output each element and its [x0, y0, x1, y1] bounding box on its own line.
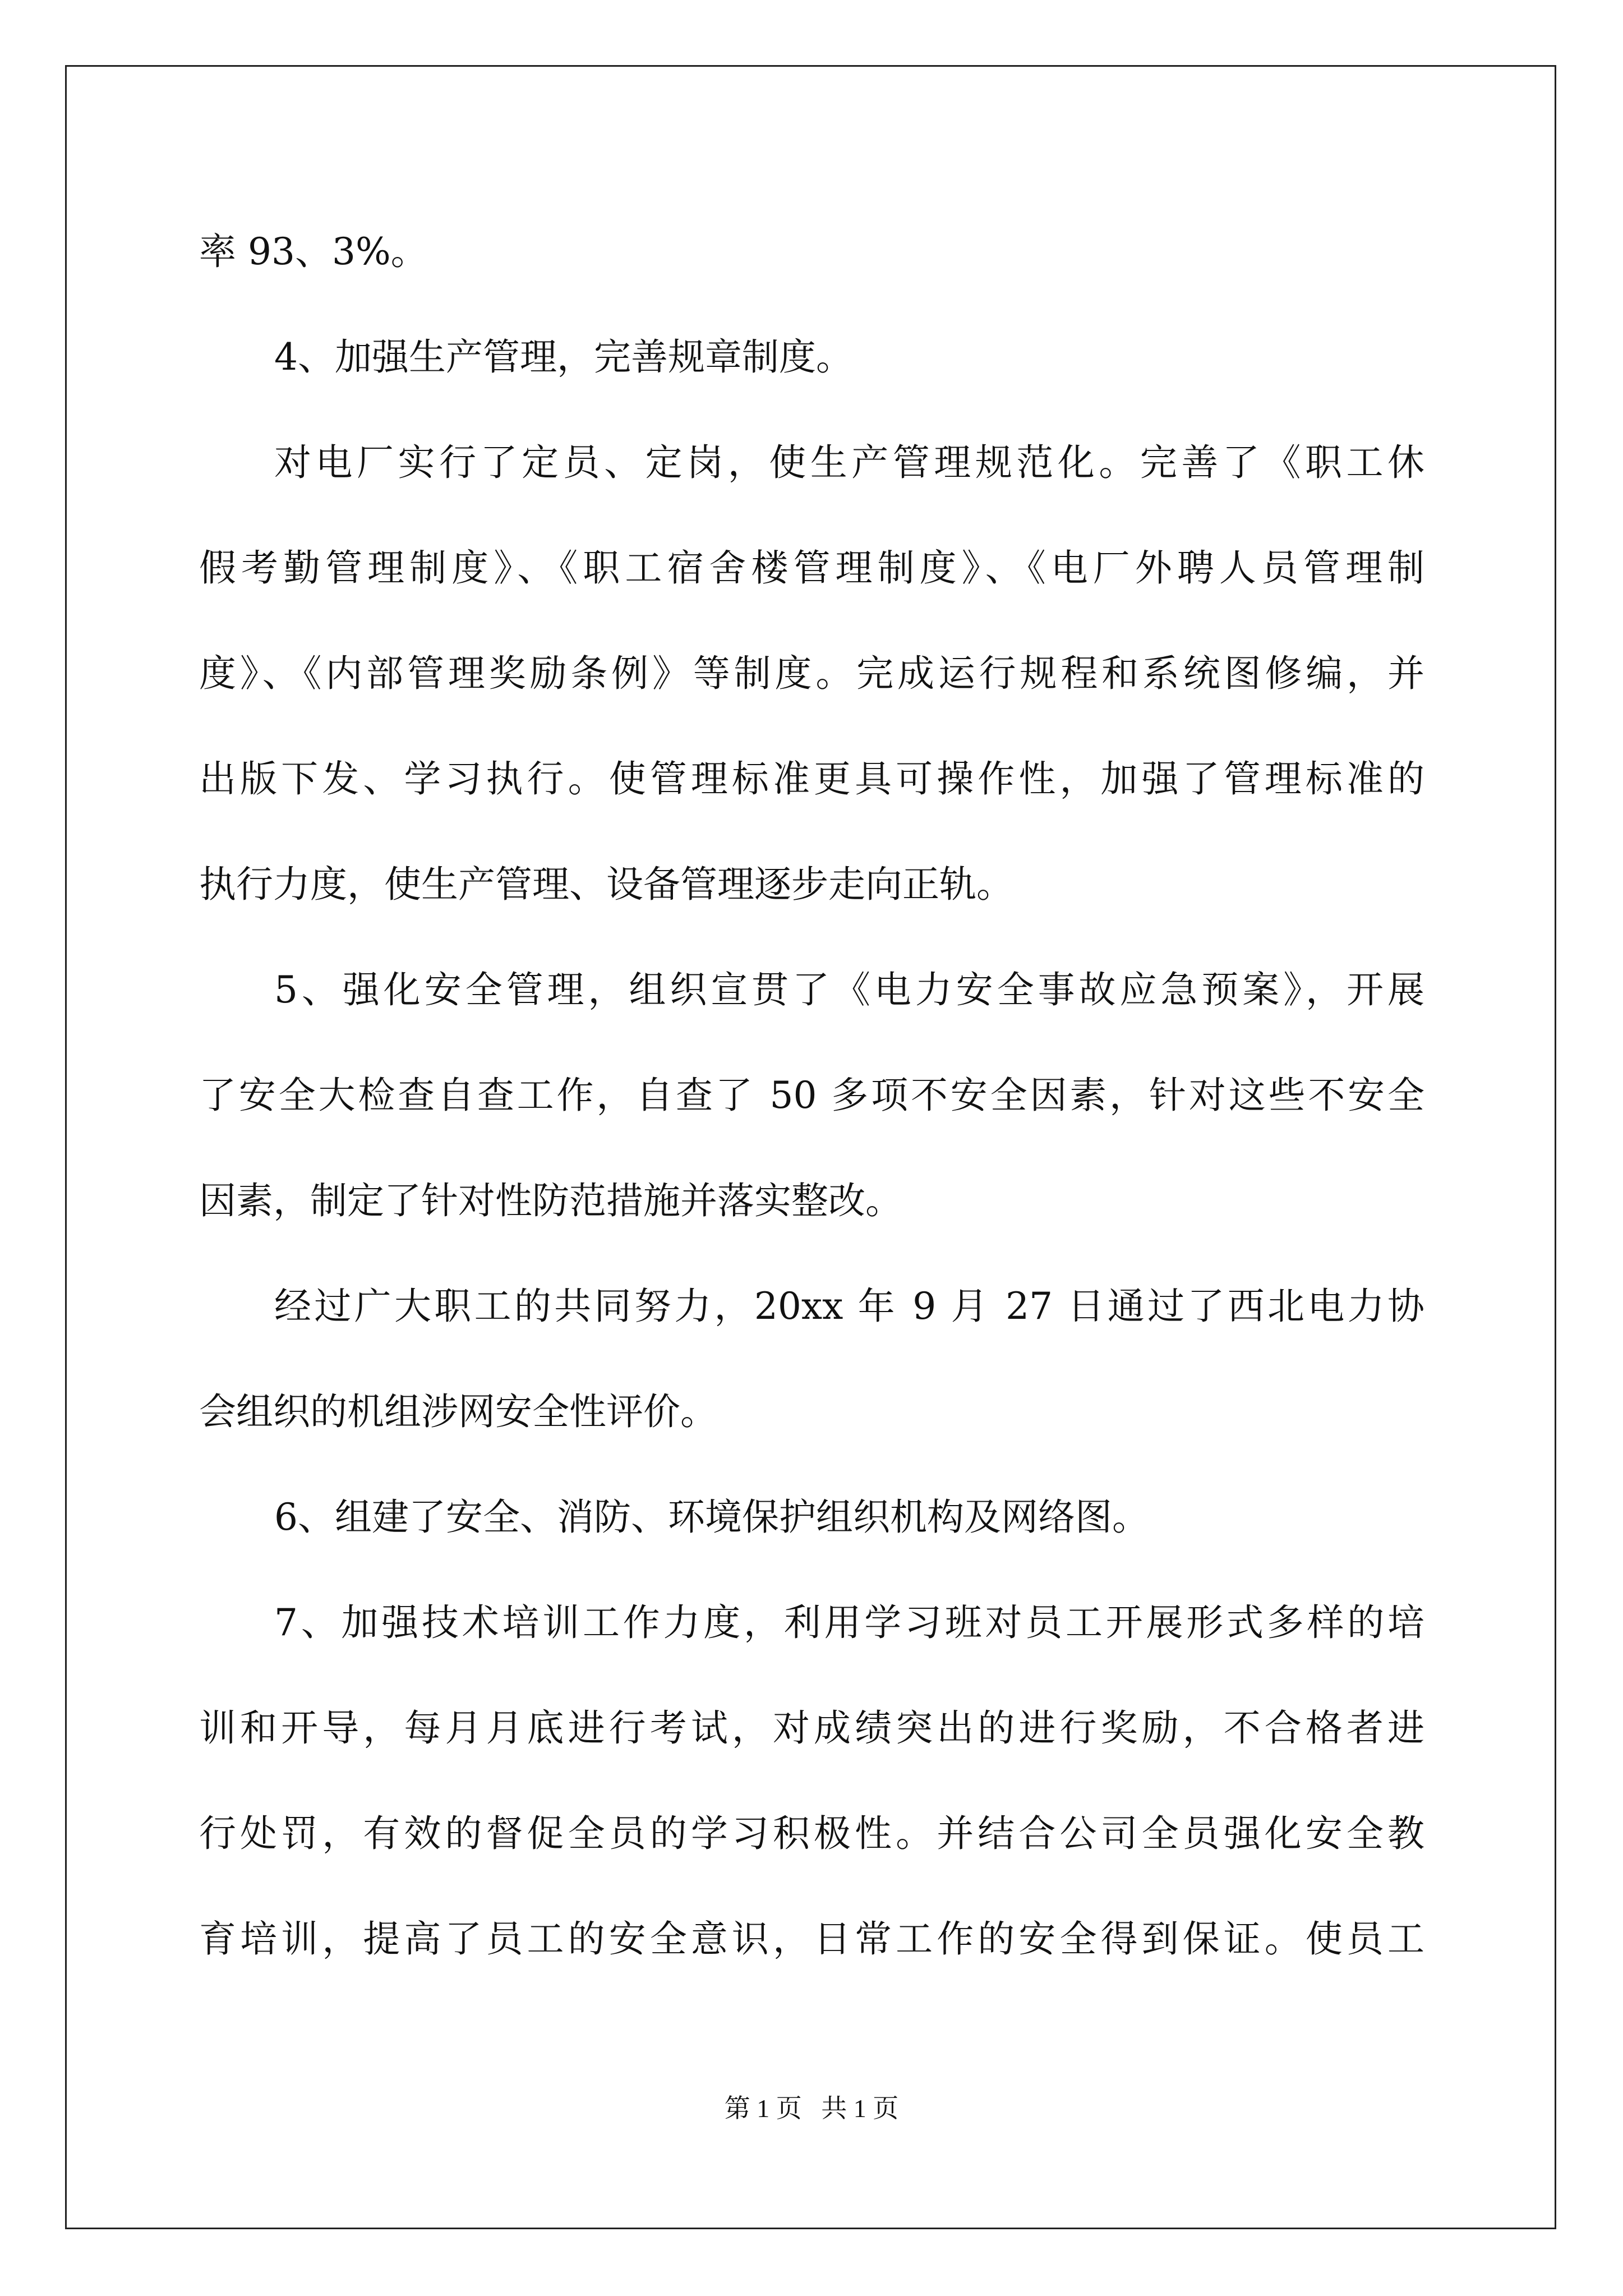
text-line: 5、强化安全管理，组织宣贯了《电力安全事故应急预案》，开展 — [274, 968, 1424, 1011]
text-line: 会组织的机组涉网安全性评价。 — [199, 1390, 717, 1433]
page-number: 第 1 页 — [724, 2094, 802, 2123]
text-line: 了安全大检查自查工作，自查了 50 多项不安全因素，针对这些不安全 — [199, 1074, 1424, 1117]
text-line: 4、加强生产管理，完善规章制度。 — [274, 335, 853, 379]
page-total: 共 1 页 — [821, 2094, 899, 2123]
document-body — [199, 199, 1424, 1992]
text-line: 6、组建了安全、消防、环境保护组织机构及网络图。 — [274, 1496, 1149, 1539]
text-line: 经过广大职工的共同努力，20xx 年 9 月 27 日通过了西北电力协 — [274, 1285, 1424, 1328]
text-line: 7、加强技术培训工作力度，利用学习班对员工开展形式多样的培 — [274, 1601, 1424, 1644]
text-line: 育培训，提高了员工的安全意识，日常工作的安全得到保证。使员工 — [199, 1917, 1424, 1961]
text-line: 出版下发、学习执行。使管理标准更具可操作性，加强了管理标准的 — [199, 757, 1424, 800]
text-line: 对电厂实行了定员、定岗，使生产管理规范化。完善了《职工休 — [274, 441, 1424, 484]
text-line: 假考勤管理制度》、《职工宿舍楼管理制度》、《电厂外聘人员管理制 — [199, 546, 1424, 590]
text-line: 度》、《内部管理奖励条例》等制度。完成运行规程和系统图修编，并 — [199, 652, 1424, 695]
text-line: 率 93、3%。 — [199, 230, 428, 273]
text-line: 训和开导，每月月底进行考试，对成绩突出的进行奖励，不合格者进 — [199, 1706, 1424, 1750]
text-line: 因素，制定了针对性防范措施并落实整改。 — [199, 1179, 902, 1222]
page-footer — [0, 2088, 1623, 2125]
text-line: 行处罚，有效的督促全员的学习积极性。并结合公司全员强化安全教 — [199, 1812, 1424, 1855]
text-line: 执行力度，使生产管理、设备管理逐步走向正轨。 — [199, 863, 1013, 906]
